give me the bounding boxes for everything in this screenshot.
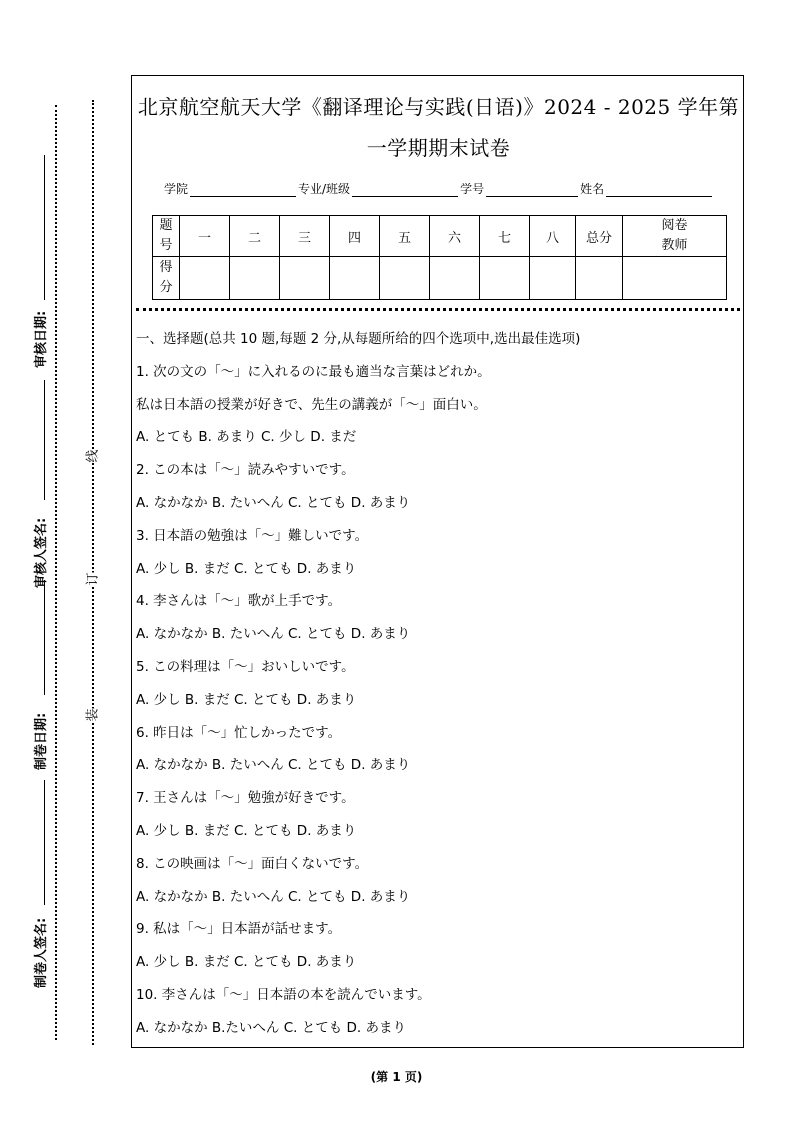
section-separator bbox=[136, 308, 740, 311]
question-line: 2. この本は「～」読みやすいです。 bbox=[136, 462, 355, 479]
col-header: 八 bbox=[530, 216, 576, 257]
reviewer-date-line bbox=[44, 155, 45, 300]
name-field[interactable] bbox=[606, 184, 712, 197]
options-line: A. 少し B. まだ C. とても D. あまり bbox=[136, 822, 357, 839]
question-line: 10. 李さんは「～」日本語の本を読んでいます。 bbox=[136, 986, 431, 1003]
grader-header: 阅卷 教师 bbox=[623, 216, 727, 257]
exam-title-line2: 一学期期末试卷 bbox=[366, 136, 511, 160]
question-line: 3. 日本語の勉強は「～」難しいです。 bbox=[136, 527, 369, 544]
reviewer-date-label: 审核日期: bbox=[34, 310, 49, 368]
college-label: 学院 bbox=[164, 182, 189, 196]
maker-date-label: 制卷日期: bbox=[34, 712, 49, 770]
maker-date-line bbox=[44, 580, 45, 695]
options-line: A. なかなか B.たいへん C. とても D. あまり bbox=[136, 1019, 406, 1036]
col-header: 三 bbox=[280, 216, 330, 257]
exam-title-line1: 北京航空航天大学《翻译理论与实践(日语)》2024 - 2025 学年第 bbox=[137, 95, 740, 119]
options-line: A. なかなか B. たいへん C. とても D. あまり bbox=[136, 494, 411, 511]
total-score-cell[interactable] bbox=[576, 257, 623, 300]
col-header: 五 bbox=[380, 216, 430, 257]
question-line: 9. 私は「～」日本語が話せます。 bbox=[136, 921, 342, 938]
page-number: (第 1 页) bbox=[370, 1070, 423, 1084]
question-line: 6. 昨日は「～」忙しかったです。 bbox=[136, 724, 342, 741]
score-cell[interactable] bbox=[280, 257, 330, 300]
total-score-header: 总分 bbox=[576, 216, 623, 257]
question-number-header: 题 号 bbox=[153, 216, 180, 257]
question-line: 8. この映画は「～」面白くないです。 bbox=[136, 855, 369, 872]
reviewer-sign-label: 审核人签名: bbox=[34, 517, 49, 588]
score-cell[interactable] bbox=[380, 257, 430, 300]
reviewer-sign-line bbox=[44, 380, 45, 500]
question-section bbox=[136, 329, 741, 1051]
maker-sign-line bbox=[44, 780, 45, 905]
score-cell[interactable] bbox=[480, 257, 530, 300]
options-line: A. 少し B. まだ C. とても D. あまり bbox=[136, 560, 357, 577]
student-id-label: 学号 bbox=[460, 182, 485, 196]
col-header: 二 bbox=[230, 216, 280, 257]
question-line: 5. この料理は「～」おいしいです。 bbox=[136, 658, 355, 675]
major-class-field[interactable] bbox=[352, 184, 458, 197]
question-line: 私は日本語の授業が好きで、先生の講義が「～」面白い。 bbox=[136, 396, 487, 413]
score-row-header: 得 分 bbox=[153, 257, 180, 300]
score-cell[interactable] bbox=[430, 257, 480, 300]
major-class-label: 专业/班级 bbox=[298, 182, 351, 196]
grader-cell[interactable] bbox=[623, 257, 727, 300]
name-label: 姓名 bbox=[580, 182, 605, 196]
options-line: A. なかなか B. たいへん C. とても D. あまり bbox=[136, 626, 411, 643]
options-line: A. 少し B. まだ C. とても D. あまり bbox=[136, 691, 357, 708]
college-field[interactable] bbox=[190, 184, 296, 197]
section-heading: 一、选择题(总共 10 题,每题 2 分,从每题所给的四个选项中,选出最佳选项) bbox=[136, 331, 581, 347]
binding-line-char: 线 bbox=[85, 449, 101, 463]
question-line: 1. 次の文の「～」に入れるのに最も適当な言葉はどれか。 bbox=[136, 363, 491, 380]
student-id-field[interactable] bbox=[486, 184, 578, 197]
col-header: 四 bbox=[330, 216, 380, 257]
score-table bbox=[152, 215, 727, 300]
options-line: A. なかなか B. たいへん C. とても D. あまり bbox=[136, 757, 411, 774]
student-info-row bbox=[164, 180, 714, 197]
question-line: 4. 李さんは「～」歌が上手です。 bbox=[136, 593, 342, 610]
maker-sign-label: 制卷人签名: bbox=[34, 917, 49, 988]
score-cell[interactable] bbox=[180, 257, 230, 300]
options-line: A. なかなか B. たいへん C. とても D. あまり bbox=[136, 888, 411, 905]
col-header: 六 bbox=[430, 216, 480, 257]
binding-dotted-line-outer bbox=[55, 105, 57, 1040]
options-line: A. 少し B. まだ C. とても D. あまり bbox=[136, 954, 357, 971]
score-cell[interactable] bbox=[230, 257, 280, 300]
score-cell[interactable] bbox=[330, 257, 380, 300]
col-header: 七 bbox=[480, 216, 530, 257]
binding-staple-char: 订 bbox=[85, 572, 101, 586]
score-cell[interactable] bbox=[530, 257, 576, 300]
exam-frame bbox=[131, 75, 744, 1048]
col-header: 一 bbox=[180, 216, 230, 257]
question-line: 7. 王さんは「～」勉強が好きです。 bbox=[136, 790, 355, 807]
binding-install-char: 装 bbox=[85, 708, 101, 722]
options-line: A. とても B. あまり C. 少し D. まだ bbox=[136, 429, 357, 446]
